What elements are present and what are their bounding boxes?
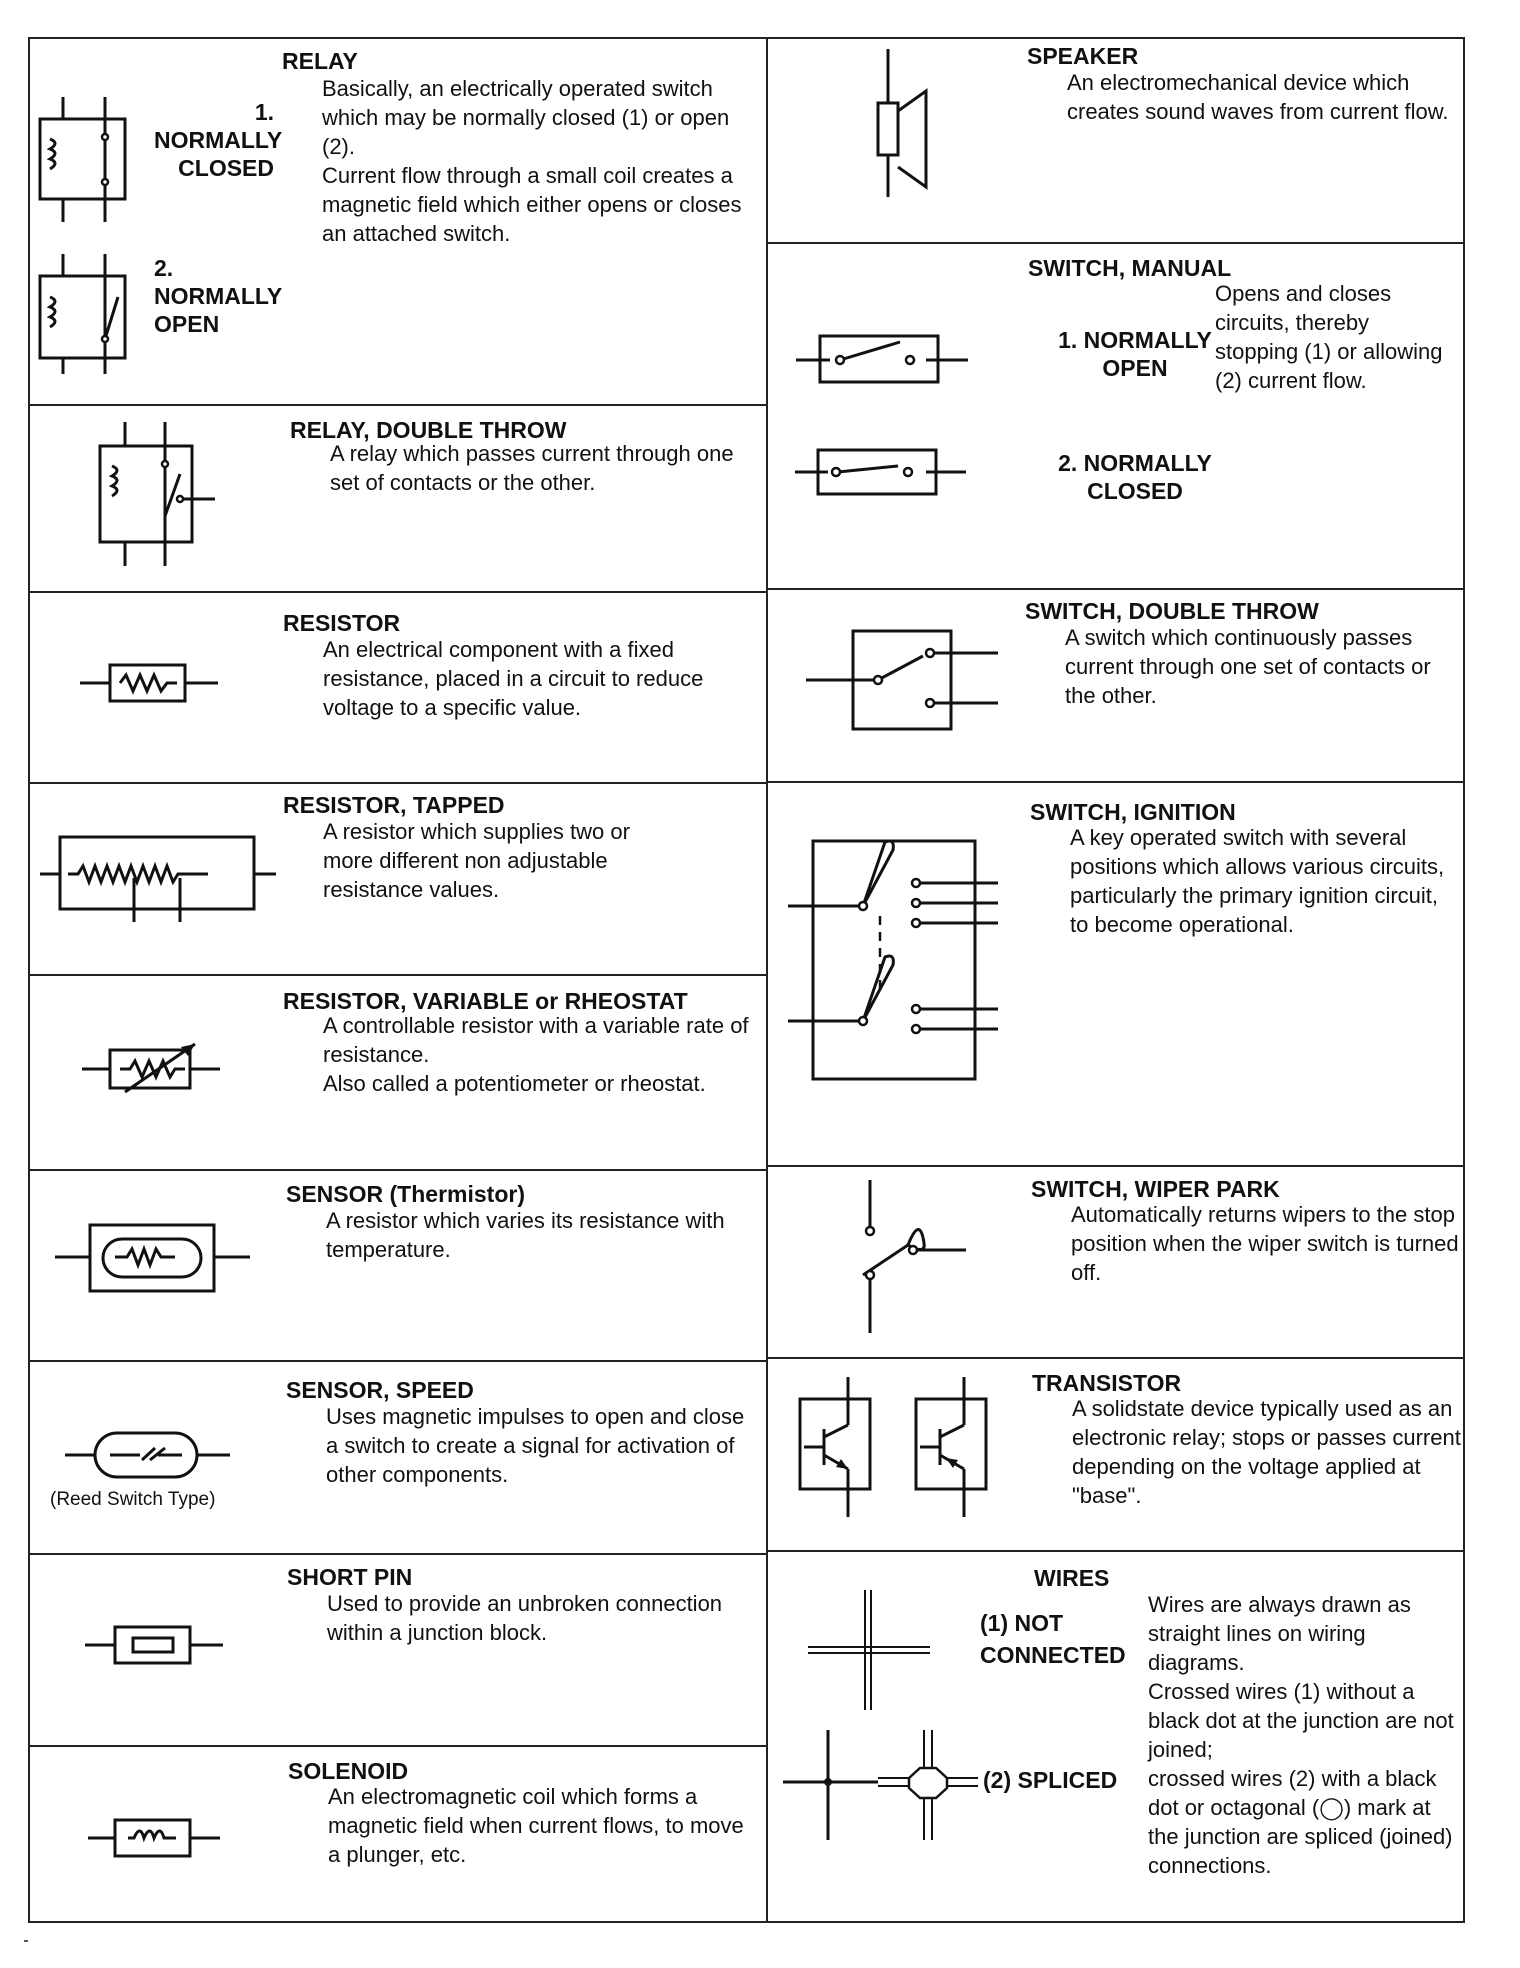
variant-label: (2) SPLICED — [983, 1767, 1118, 1793]
speed-sensor-symbol — [30, 1360, 766, 1553]
relay-entry — [30, 39, 766, 404]
sensor-speed-entry — [30, 1360, 766, 1553]
resistor-symbol — [30, 591, 766, 782]
entry-title: RESISTOR, TAPPED — [283, 792, 505, 818]
entry-description: A solidstate device typically used as an electronic relay; stops or passes current depending on the voltage applied at "base". — [1072, 1396, 1461, 1508]
resistor-tapped-symbol — [30, 782, 766, 974]
resistor-tapped-entry — [30, 782, 766, 974]
entry-description: Opens and closes circuits, thereby stopping (1) or allowing (2) current flow. — [1215, 281, 1443, 393]
entry-description: An electrical component with a fixed resistance, placed in a circuit to reduce voltage to a specific value. — [323, 637, 704, 720]
entry-title: SWITCH, IGNITION — [1030, 799, 1236, 825]
solenoid-symbol — [30, 1745, 766, 1923]
switch-wiper-park-entry — [768, 1165, 1465, 1357]
entry-title: SWITCH, MANUAL — [1028, 255, 1232, 281]
resistor-entry — [30, 591, 766, 782]
reed-switch-caption: (Reed Switch Type) — [50, 1489, 216, 1510]
entry-title: RELAY — [282, 48, 358, 74]
entry-title: RESISTOR — [283, 610, 401, 636]
speaker-symbol — [768, 39, 1465, 242]
entry-title: SOLENOID — [288, 1758, 409, 1784]
switch-ignition-entry — [768, 781, 1465, 1165]
transistor-entry — [768, 1357, 1465, 1550]
speaker-entry — [768, 39, 1465, 242]
short-pin-symbol — [30, 1553, 766, 1745]
entry-description: A relay which passes current through one set of contacts or the other. — [330, 441, 734, 495]
entry-description: Used to provide an unbroken connection within a junction block. — [327, 1591, 723, 1645]
description-line: A controllable resistor with a variable rate of resistance. — [323, 1013, 749, 1067]
wiper-park-switch-symbol — [768, 1165, 1465, 1357]
entry-description: Uses magnetic impulses to open and close a switch to create a signal for activation of other components. — [326, 1404, 745, 1487]
solenoid-entry — [30, 1745, 766, 1923]
entry-description: A switch which continuously passes current through one set of contacts or the other. — [1065, 625, 1431, 708]
page-mark — [24, 1940, 28, 1942]
entry-title: SENSOR, SPEED — [286, 1377, 474, 1403]
description-line: Also called a potentiometer or rheostat. — [323, 1071, 706, 1096]
relay-double-throw-symbol — [30, 404, 766, 591]
wires-spliced-symbol — [768, 1550, 1465, 1923]
thermistor-symbol — [30, 1169, 766, 1360]
sensor-thermistor-entry — [30, 1169, 766, 1360]
switch-normally-closed-symbol — [768, 242, 1465, 588]
entry-description: A key operated switch with several positions which allows various circuits, particularly the primary ignition circuit, to become operational. — [1070, 825, 1445, 937]
wires-entry — [768, 1550, 1465, 1923]
entry-description: An electromechanical device which creates sound waves from current flow. — [1067, 70, 1449, 124]
entry-description: An electromagnetic coil which forms a magnetic field when current flows, to move a plunger, etc. — [328, 1784, 744, 1867]
resistor-variable-entry — [30, 974, 766, 1169]
description-line: Crossed wires (1) without a black dot at the junction are not joined; — [1148, 1679, 1454, 1762]
ignition-switch-symbol — [768, 781, 1465, 1165]
entry-title: SWITCH, DOUBLE THROW — [1025, 598, 1319, 624]
entry-title: SWITCH, WIPER PARK — [1031, 1176, 1280, 1202]
variant-label: 1. NORMALLY CLOSED — [154, 99, 283, 181]
description-line: Basically, an electrically operated switch which may be normally closed (1) or open (2). — [322, 76, 730, 159]
transistor-symbols — [768, 1357, 1465, 1550]
variant-label: 1. NORMALLY OPEN — [1058, 327, 1212, 381]
entry-description: Automatically returns wipers to the stop position when the wiper switch is turned off. — [1071, 1202, 1459, 1285]
entry-title: TRANSISTOR — [1032, 1370, 1182, 1396]
short-pin-entry — [30, 1553, 766, 1745]
description-line: crossed wires (2) with a black dot or octagonal (◯) mark at the junction are spliced (joined) connections. — [1148, 1766, 1453, 1878]
variant-label: (1) NOT CONNECTED — [980, 1610, 1126, 1668]
switch-double-throw-entry — [768, 588, 1465, 781]
switch-manual-entry — [768, 242, 1465, 588]
variant-label: 2. NORMALLY CLOSED — [1058, 450, 1212, 504]
entry-title: RELAY, DOUBLE THROW — [290, 417, 567, 443]
variant-label: 2. NORMALLY OPEN — [154, 255, 282, 337]
symbol-legend-sheet — [28, 37, 1465, 1923]
entry-title: RESISTOR, VARIABLE or RHEOSTAT — [283, 988, 688, 1014]
entry-title: SENSOR (Thermistor) — [286, 1181, 525, 1207]
switch-double-throw-symbol — [768, 588, 1465, 781]
description-line: Current flow through a small coil creates a magnetic field which either opens or closes an attached switch. — [322, 163, 742, 246]
entry-title: SHORT PIN — [287, 1564, 413, 1590]
entry-description: A resistor which varies its resistance with temperature. — [326, 1208, 725, 1262]
relay-double-throw-entry — [30, 404, 766, 591]
entry-title: SPEAKER — [1027, 43, 1139, 69]
description-line: Wires are always drawn as straight lines on wiring diagrams. — [1148, 1592, 1411, 1675]
entry-title: WIRES — [1034, 1565, 1110, 1591]
relay-normally-open-symbol — [30, 39, 766, 404]
entry-description: A resistor which supplies two or more different non adjustable resistance values. — [323, 819, 630, 902]
resistor-variable-symbol — [30, 974, 766, 1169]
